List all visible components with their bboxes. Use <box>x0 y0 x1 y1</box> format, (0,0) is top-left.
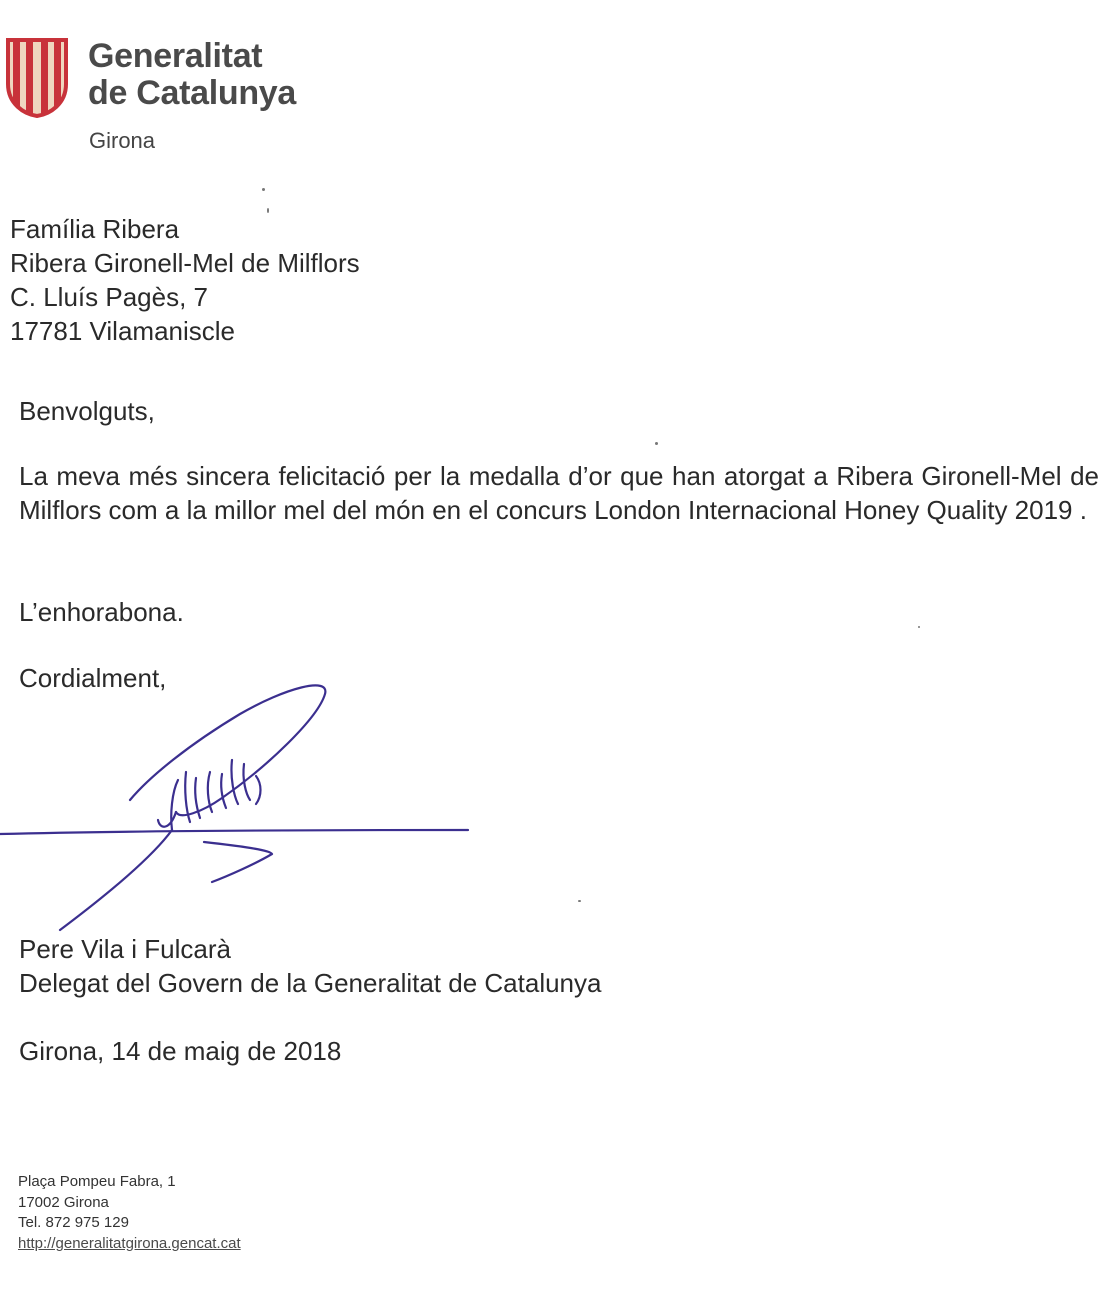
signatory-block <box>19 932 1099 1000</box>
footer-website-link[interactable]: http://generalitatgirona.gencat.cat <box>18 1234 241 1252</box>
organization-city: Girona <box>89 128 156 153</box>
letter-congratulations: L’enhorabona. <box>19 597 184 627</box>
recipient-line: Ribera Gironell-Mel de Milflors <box>10 248 360 278</box>
recipient-line: C. Lluís Pagès, 7 <box>10 282 208 312</box>
scan-speck <box>918 626 920 628</box>
senyera-shield-icon <box>4 38 70 118</box>
signatory-title: Delegat del Govern de la Generalitat de Catalunya <box>19 968 602 998</box>
recipient-address <box>10 212 360 348</box>
letter-date: Girona, 14 de maig de 2018 <box>19 1036 342 1066</box>
letter-paragraph: La meva més sincera felicitació per la medalla d’or que han atorgat a Ribera Gironell-Mel de Milflors com a la millor mel del món en el concurs London Internacional Honey Quality 2019 . <box>19 461 1099 525</box>
footer-phone: Tel. 872 975 129 <box>18 1214 129 1231</box>
organization-name-line2: de Catalunya <box>88 74 297 112</box>
scan-speck <box>655 442 658 445</box>
scan-speck <box>262 188 265 191</box>
signatory-name: Pere Vila i Fulcarà <box>19 934 231 964</box>
letter-greeting: Benvolguts, <box>19 396 155 426</box>
scan-speck <box>267 208 269 213</box>
footer-address-line: Plaça Pompeu Fabra, 1 <box>18 1173 176 1190</box>
handwritten-signature <box>0 680 480 940</box>
footer-contact <box>18 1172 241 1254</box>
footer-postal-line: 17002 Girona <box>18 1193 109 1211</box>
organization-name <box>88 38 296 112</box>
letter-closing: Cordialment, <box>19 663 167 693</box>
recipient-line: 17781 Vilamaniscle <box>10 316 235 346</box>
scan-speck <box>578 900 581 902</box>
organization-name-line1: Generalitat <box>88 37 263 75</box>
recipient-line: Família Ribera <box>10 214 180 244</box>
